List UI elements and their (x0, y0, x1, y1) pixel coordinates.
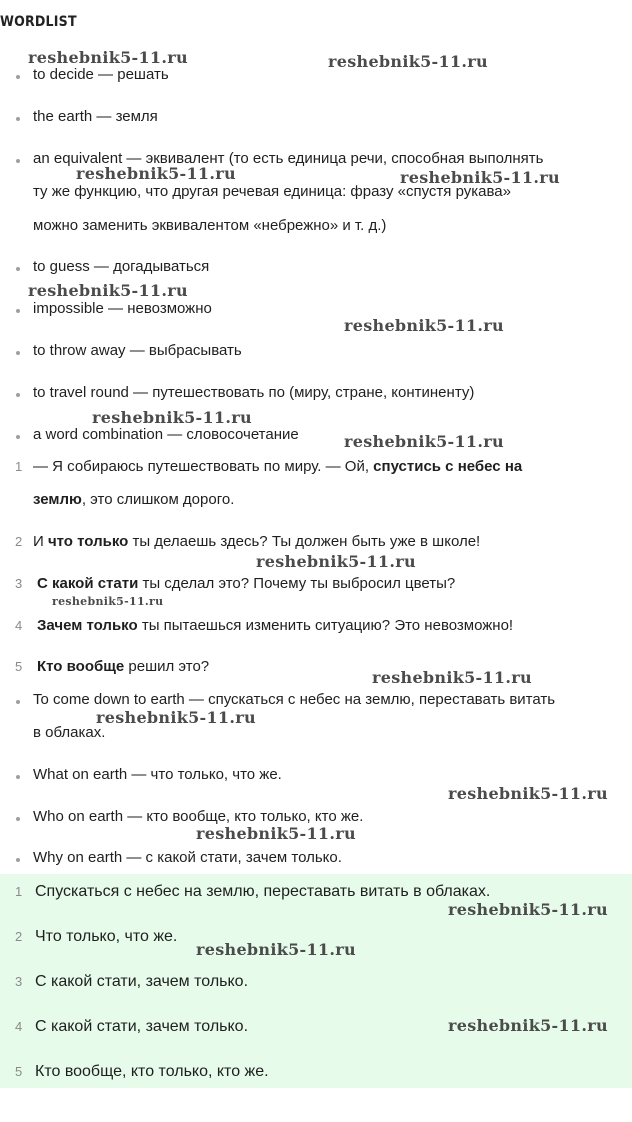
example-sentence: И что только ты делаешь здесь? Ты должен быть уже в школе! (33, 533, 481, 550)
answer-text: С какой стати, зачем только. (35, 973, 249, 990)
example-number: 2 (15, 534, 23, 549)
example-sentence: Кто вообще решил это? (37, 658, 210, 675)
definition: решать (117, 66, 169, 83)
answer-number: 4 (15, 1019, 23, 1034)
watermark: reshebnik5-11.ru (400, 168, 560, 187)
example-number: 1 (15, 459, 23, 474)
definition-line: an equivalent — эквивалент (то есть единица речи, способная выполнять (33, 150, 544, 167)
bullet-icon (16, 117, 20, 121)
answer-number: 5 (15, 1064, 23, 1079)
watermark: reshebnik5-11.ru (256, 552, 416, 571)
watermark: reshebnik5-11.ru (448, 784, 608, 803)
term: to travel round (33, 384, 129, 401)
bullet-icon (16, 75, 20, 79)
wordlist-heading: WORDLIST (0, 14, 77, 30)
watermark: reshebnik5-11.ru (372, 668, 532, 687)
watermark: reshebnik5-11.ru (328, 52, 488, 71)
bullet-icon (16, 700, 20, 704)
phrase-line: Why on earth — с какой стати, зачем только. (33, 849, 342, 866)
watermark: reshebnik5-11.ru (448, 1016, 608, 1035)
phrase-line: To come down to earth — спускаться с небес на землю, переставать витать (33, 691, 556, 708)
term: a word combination (33, 426, 164, 443)
bullet-icon (16, 817, 20, 821)
highlight: Зачем только (37, 617, 138, 634)
phrase-line: в облаках. (33, 724, 106, 741)
watermark: reshebnik5-11.ru (92, 408, 252, 427)
answer-text: Кто вообще, кто только, кто же. (35, 1063, 269, 1080)
definition: путешествовать по (миру, стране, континенту) (152, 384, 475, 401)
separator: — (163, 426, 187, 443)
answer-text: Спускаться с небес на землю, переставать витать в облаках. (35, 883, 491, 900)
watermark: reshebnik5-11.ru (76, 164, 236, 183)
example-sentence: Зачем только ты пытаешься изменить ситуацию? Это невозможно! (37, 617, 514, 634)
answer-text: С какой стати, зачем только. (35, 1018, 249, 1035)
separator: — (125, 342, 149, 359)
example-sentence-cont: землю, это слишком дорого. (33, 491, 235, 508)
phrase-line: What on earth — что только, что же. (33, 766, 282, 783)
watermark: reshebnik5-11.ru (28, 281, 188, 300)
example-sentence: — Я собираюсь путешествовать по миру. — Ой, спустись с небес на (33, 458, 523, 475)
definition: земля (115, 108, 158, 125)
highlight: землю (33, 491, 82, 508)
phrase-line: Who on earth — кто вообще, кто только, кто же. (33, 808, 364, 825)
definition: словосочетание (186, 426, 299, 443)
term: impossible (33, 300, 104, 317)
example-sentence: С какой стати ты сделал это? Почему ты выбросил цветы? (37, 575, 456, 592)
answer-number: 3 (15, 974, 23, 989)
bullet-icon (16, 351, 20, 355)
bullet-icon (16, 159, 20, 163)
bullet-icon (16, 435, 20, 439)
example-number: 3 (15, 576, 23, 591)
definition: догадываться (113, 258, 210, 275)
highlight: Кто вообще (37, 658, 125, 675)
watermark: reshebnik5-11.ru (52, 595, 164, 608)
answer-number: 2 (15, 929, 23, 944)
watermark: reshebnik5-11.ru (196, 940, 356, 959)
highlight: спустись с небес на (373, 458, 523, 475)
term: to guess (33, 258, 90, 275)
separator: — (93, 66, 118, 83)
answer-text: Что только, что же. (35, 928, 178, 945)
watermark: reshebnik5-11.ru (196, 824, 356, 843)
separator: — (92, 108, 116, 125)
example-number: 5 (15, 659, 23, 674)
bullet-icon (16, 858, 20, 862)
bullet-icon (16, 309, 20, 313)
example-number: 4 (15, 618, 23, 633)
term: to throw away (33, 342, 126, 359)
highlight: С какой стати (37, 575, 139, 592)
watermark: reshebnik5-11.ru (448, 900, 608, 919)
term: the earth (33, 108, 93, 125)
answer-number: 1 (15, 884, 23, 899)
separator: — (128, 384, 153, 401)
definition: невозможно (127, 300, 212, 317)
bullet-icon (16, 267, 20, 271)
term: to decide (33, 66, 94, 83)
definition-line: ту же функцию, что другая речевая единица: фразу «спустя рукава» (33, 183, 511, 200)
watermark: reshebnik5-11.ru (96, 708, 256, 727)
separator: — (103, 300, 128, 317)
bullet-icon (16, 393, 20, 397)
watermark: reshebnik5-11.ru (344, 316, 504, 335)
separator: — (89, 258, 114, 275)
definition-line: можно заменить эквивалентом «небрежно» и т. д.) (33, 217, 387, 234)
watermark: reshebnik5-11.ru (28, 48, 188, 67)
bullet-icon (16, 775, 20, 779)
highlight: что только (47, 533, 129, 550)
watermark: reshebnik5-11.ru (344, 432, 504, 451)
definition: выбрасывать (148, 342, 242, 359)
